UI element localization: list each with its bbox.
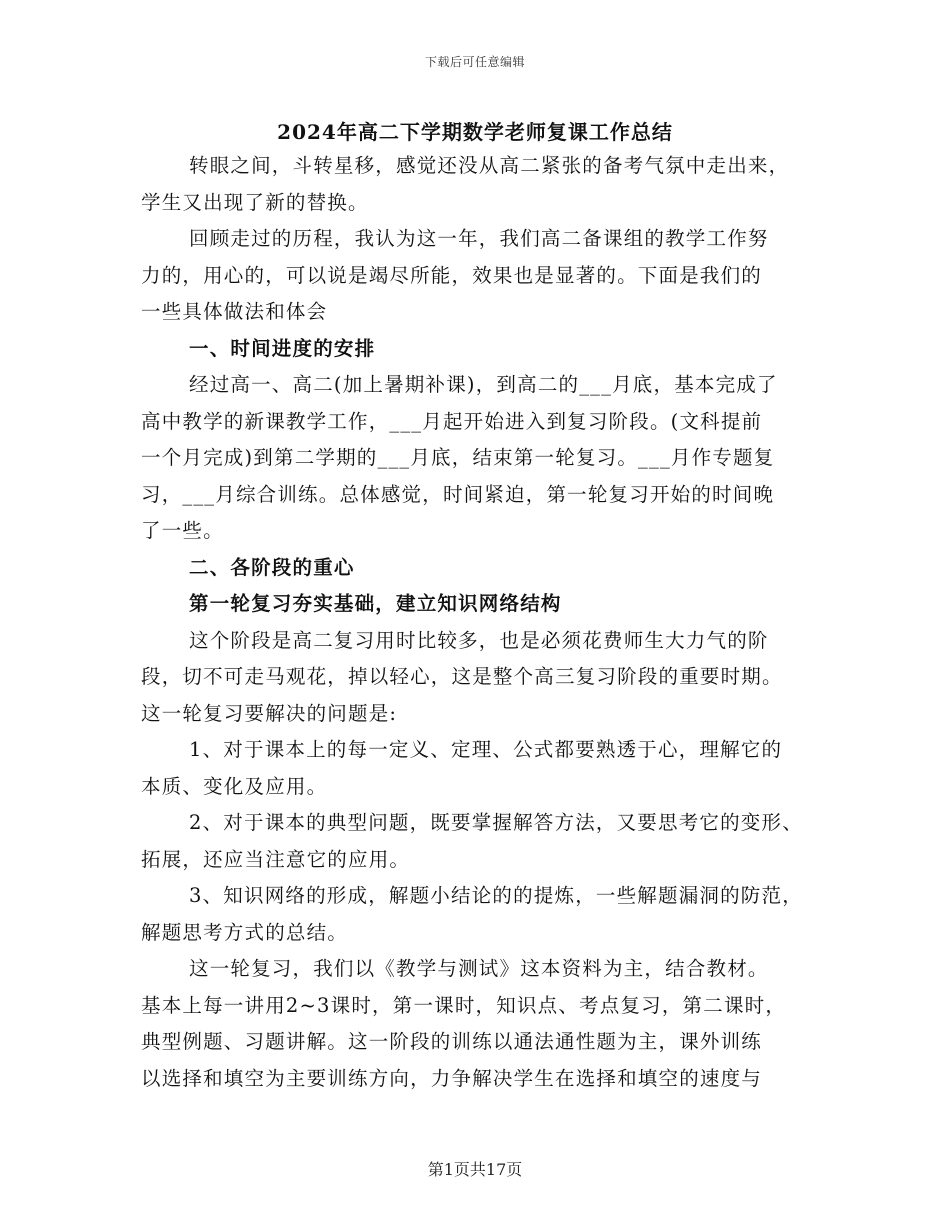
section-heading: 第一轮复习夯实基础，建立知识网络结构: [189, 592, 562, 615]
paragraph-line: 一些具体做法和体会: [141, 300, 328, 323]
paragraph-line: 解题思考方式的总结。: [141, 920, 349, 944]
paragraph-line: 以选择和填空为主要训练方向，力争解决学生在选择和填空的速度与: [141, 1066, 763, 1090]
paragraph-line: 拓展，还应当注意它的应用。: [141, 847, 411, 871]
section-heading: 一、时间进度的安排: [189, 336, 376, 360]
paragraph-line: 2、对于课本的典型问题，既要掌握解答方法，又要思考它的变形、: [189, 811, 803, 834]
paragraph-line: 回顾走过的历程，我认为这一年，我们高二备课组的教学工作努: [189, 227, 769, 250]
paragraph-line: 一个月完成)到第二学期的___月底，结束第一轮复习。___月作专题复: [141, 446, 775, 469]
paragraph-line: 1、对于课本上的每一定义、定理、公式都要熟透于心，理解它的: [189, 738, 783, 761]
paragraph-line: 学生又出现了新的替换。: [141, 190, 369, 214]
paragraph-line: 这一轮复习，我们以《教学与测试》这本资料为主，结合教材。: [189, 957, 769, 980]
paragraph-line: 基本上每一讲用2~3课时，第一课时，知识点、考点复习，第二课时，: [141, 993, 787, 1017]
paragraph-line: 了一些。: [141, 519, 224, 542]
section-heading: 二、各阶段的重心: [189, 555, 355, 579]
page-number: 第1页共17页: [427, 1160, 523, 1179]
paragraph-line: 3、知识网络的形成，解题小结论的的提炼，一些解题漏洞的防范，: [189, 884, 803, 907]
paragraph-line: 这一轮复习要解决的问题是:: [141, 701, 398, 725]
paragraph-line: 典型例题、习题讲解。这一阶段的训练以通法通性题为主，课外训练: [141, 1030, 763, 1053]
paragraph-line: 本质、变化及应用。: [141, 774, 328, 798]
paragraph-line: 高中教学的新课教学工作，___月起开始进入到复习阶段。(文科提前: [141, 409, 763, 433]
paragraph-line: 段，切不可走马观花，掉以轻心，这是整个高三复习阶段的重要时期。: [141, 665, 783, 688]
document-body: [141, 148, 811, 1097]
document-title: 2024年高二下学期数学老师复课工作总结: [277, 120, 673, 144]
paragraph-line: 力的，用心的，可以说是竭尽所能，效果也是显著的。下面是我们的: [141, 263, 763, 287]
paragraph-line: 转眼之间，斗转星移，感觉还没从高二紧张的备考气氛中走出来，: [189, 154, 790, 177]
paragraph-line: 经过高一、高二(加上暑期补课)，到高二的___月底，基本完成了: [189, 373, 778, 396]
paragraph-line: 这个阶段是高二复习用时比较多，也是必须花费师生大力气的阶: [189, 628, 769, 652]
header-note: 下载后可任意编辑: [424, 55, 525, 69]
paragraph-line: 习，___月综合训练。总体感觉，时间紧迫，第一轮复习开始的时间晚: [141, 482, 775, 506]
